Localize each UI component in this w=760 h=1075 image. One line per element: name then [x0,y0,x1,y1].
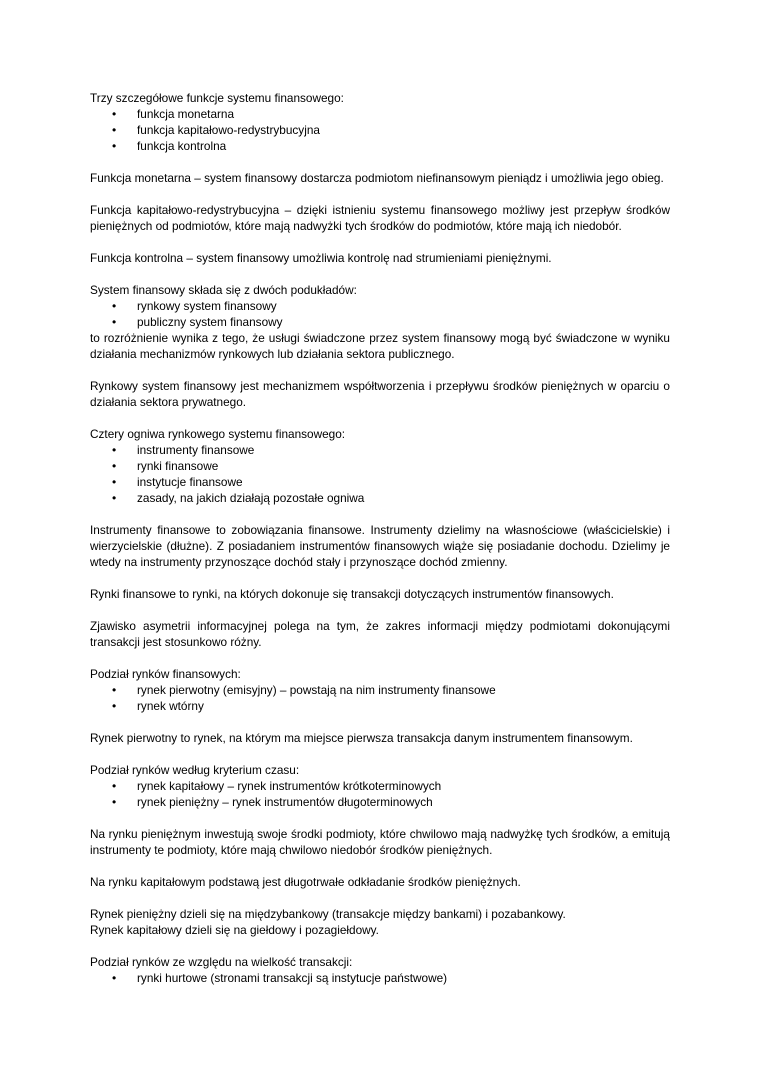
list-item: • funkcja kontrolna [90,138,670,154]
list-item: • rynki finansowe [90,458,670,474]
section-heading: Podział rynków finansowych: [90,667,241,681]
paragraph: Rynkowy system finansowy jest mechanizmem współtworzenia i przepływu środków pieniężnych w oparciu o działania sektora prywatnego. [90,379,670,409]
list-item: • rynek pieniężny – rynek instrumentów długoterminowych [90,794,670,810]
bullet-list [90,298,670,330]
paragraph: Rynek kapitałowy dzieli się na giełdowy i pozagiełdowy. [90,923,379,937]
bullet-list [90,682,670,714]
list-item: • rynek kapitałowy – rynek instrumentów krótkoterminowych [90,778,670,794]
list-item: • rynkowy system finansowy [90,298,670,314]
bullet-list [90,106,670,154]
bullet-list [90,778,670,810]
list-item: • rynek wtórny [90,698,670,714]
list-item: • funkcja monetarna [90,106,670,122]
paragraph: Na rynku pieniężnym inwestują swoje środki podmioty, które chwilowo mają nadwyżkę tych środków, a emitują instrumenty te podmioty, które mają chwilowo niedobór środków pieniężnych. [90,827,670,857]
list-item: • funkcja kapitałowo-redystrybucyjna [90,122,670,138]
paragraph: Rynki finansowe to rynki, na których dokonuje się transakcji dotyczących instrumentów finansowych. [90,587,614,601]
list-item: • publiczny system finansowy [90,314,670,330]
section-heading: Cztery ogniwa rynkowego systemu finansowego: [90,427,346,441]
paragraph: to rozróżnienie wynika z tego, że usługi świadczone przez system finansowy mogą być świadczone w wyniku działania mechanizmów rynkowych lub działania sektora publicznego. [90,331,670,361]
paragraph: Funkcja kontrolna – system finansowy umożliwia kontrolę nad strumieniami pieniężnymi. [90,251,552,265]
list-item: • instrumenty finansowe [90,442,670,458]
list-item: • rynek pierwotny (emisyjny) – powstają na nim instrumenty finansowe [90,682,670,698]
paragraph: Instrumenty finansowe to zobowiązania finansowe. Instrumenty dzielimy na własnościowe (właścicielskie) i wierzycielskie (dłużne). Z posiadaniem instrumentów finansowych wiąże się posiadanie dochodu. Dzielimy je wtedy na instrumenty przynoszące dochód stały i przynoszące dochód zmienny. [90,523,670,569]
paragraph: Rynek pieniężny dzieli się na międzybankowy (transakcje między bankami) i pozabankowy. [90,907,566,921]
list-item: • zasady, na jakich działają pozostałe ogniwa [90,490,670,506]
bullet-list [90,970,670,986]
section-heading: Podział rynków według kryterium czasu: [90,763,300,777]
list-item: • instytucje finansowe [90,474,670,490]
paragraph: Funkcja kapitałowo-redystrybucyjna – dzięki istnieniu systemu finansowego możliwy jest przepływ środków pieniężnych od podmiotów, które mają nadwyżki tych środków do podmiotów, które mają ich niedobór. [90,203,670,233]
bullet-list [90,442,670,506]
paragraph: Funkcja monetarna – system finansowy dostarcza podmiotom niefinansowym pieniądz i umożliwia jego obieg. [90,171,664,185]
paragraph: Na rynku kapitałowym podstawą jest długotrwałe odkładanie środków pieniężnych. [90,875,521,889]
paragraph: Zjawisko asymetrii informacyjnej polega na tym, że zakres informacji między podmiotami dokonującymi transakcji jest stosunkowo różny. [90,619,670,649]
paragraph: Rynek pierwotny to rynek, na którym ma miejsce pierwsza transakcja danym instrumentem finansowym. [90,731,633,745]
section-heading: Podział rynków ze względu na wielkość transakcji: [90,955,353,969]
list-item: • rynki hurtowe (stronami transakcji są instytucje państwowe) [90,970,670,986]
section-heading: System finansowy składa się z dwóch podukładów: [90,283,357,297]
document-page [90,90,670,986]
section-heading: Trzy szczegółowe funkcje systemu finansowego: [90,91,344,105]
